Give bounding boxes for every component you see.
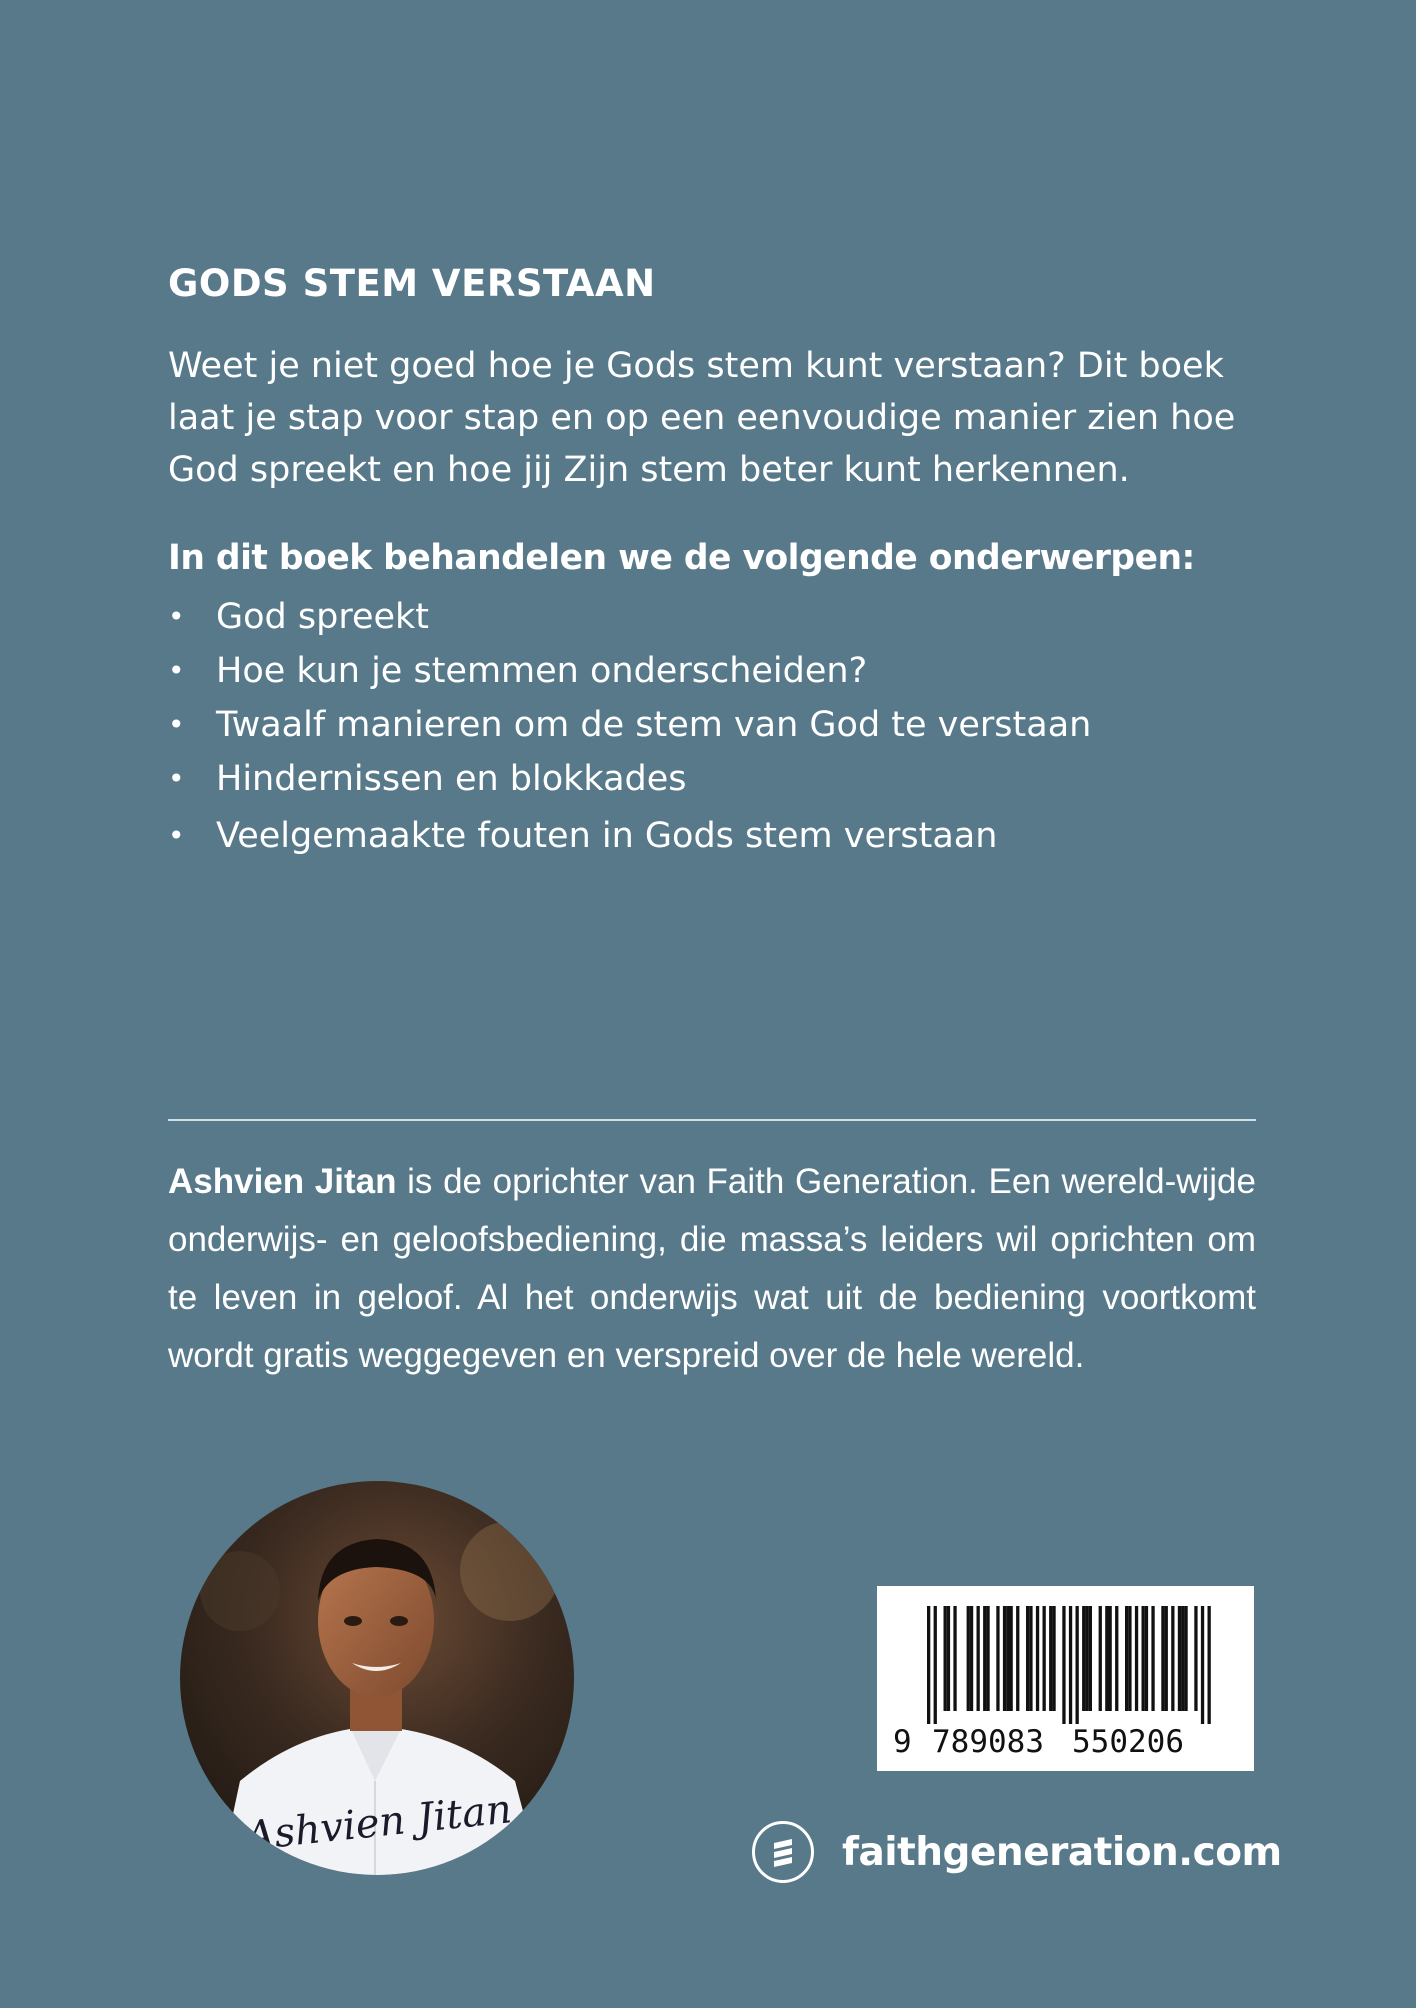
list-item	[168, 644, 1268, 698]
barcode-bar	[1006, 1606, 1009, 1711]
book-title: GODS STEM VERSTAAN	[168, 262, 656, 305]
portrait-illustration	[180, 1481, 574, 1875]
logo-mark-icon	[766, 1835, 800, 1869]
barcode-bar	[1208, 1606, 1211, 1724]
barcode-group-2: 550206	[1072, 1724, 1184, 1760]
topic-text: Hindernissen en blokkades	[216, 759, 687, 799]
barcode-bar	[1076, 1606, 1079, 1724]
list-item	[168, 809, 1268, 863]
topic-text: Twaalf manieren om de stem van God te verstaan	[216, 705, 1092, 745]
barcode-bar	[1099, 1606, 1102, 1711]
barcode-bar	[967, 1606, 970, 1711]
barcode-bar	[1145, 1606, 1148, 1711]
barcode-bar	[1003, 1606, 1006, 1711]
bullet-icon: •	[168, 708, 185, 741]
barcode-bar	[1178, 1606, 1181, 1711]
author-name: Ashvien Jitan	[168, 1162, 397, 1201]
barcode-digits	[877, 1724, 1254, 1764]
barcode-bar	[1085, 1606, 1088, 1711]
barcode-bar	[1105, 1606, 1108, 1711]
barcode-bar	[986, 1606, 989, 1711]
barcode-bar	[1052, 1606, 1055, 1711]
website-url[interactable]: faithgeneration.com	[842, 1829, 1282, 1875]
barcode-bar	[1016, 1606, 1019, 1711]
barcode-bar	[944, 1606, 947, 1711]
barcode-bar	[1062, 1606, 1065, 1724]
barcode-bar	[1201, 1606, 1204, 1724]
barcode-bars	[877, 1586, 1254, 1726]
barcode-bar	[1109, 1606, 1112, 1711]
author-portrait	[180, 1481, 574, 1875]
barcode-bar	[1026, 1606, 1029, 1711]
barcode-bar	[977, 1606, 980, 1711]
isbn-barcode	[877, 1586, 1254, 1771]
barcode-bar	[1125, 1606, 1128, 1711]
barcode-bar	[1069, 1606, 1072, 1724]
barcode-bar	[1089, 1606, 1092, 1711]
topics-list	[168, 590, 1268, 863]
barcode-bar	[1043, 1606, 1046, 1711]
barcode-bar	[1115, 1606, 1118, 1711]
faith-generation-logo-icon	[752, 1821, 814, 1883]
section-divider	[168, 1119, 1256, 1121]
book-intro: Weet je niet goed hoe je Gods stem kunt verstaan? Dit boek laat je stap voor stap en op een eenvoudige manier zien hoe God spreekt en hoe jij Zijn stem beter kunt herkennen.	[168, 346, 1236, 490]
list-item	[168, 752, 1268, 806]
topic-text: Hoe kun je stemmen onderscheiden?	[216, 651, 868, 691]
barcode-bar	[1151, 1606, 1154, 1711]
topic-text: God spreekt	[216, 597, 430, 637]
barcode-bar	[953, 1606, 956, 1711]
barcode-bar	[1036, 1606, 1039, 1711]
barcode-group-1: 789083	[932, 1724, 1044, 1760]
list-item	[168, 698, 1268, 752]
barcode-bar	[1029, 1606, 1032, 1711]
website-link[interactable]	[752, 1820, 1282, 1884]
barcode-lead-digit: 9	[893, 1724, 912, 1760]
barcode-bar	[1165, 1606, 1168, 1711]
barcode-bar	[1128, 1606, 1131, 1711]
barcode-bar	[983, 1606, 986, 1711]
barcode-bar	[1194, 1606, 1197, 1711]
barcode-bar	[1184, 1606, 1187, 1711]
barcode-bar	[1142, 1606, 1145, 1711]
topics-heading: In dit boek behandelen we de volgende onderwerpen:	[168, 538, 1195, 578]
barcode-bar	[970, 1606, 973, 1711]
list-item	[168, 590, 1268, 644]
barcode-bar	[927, 1606, 930, 1724]
barcode-bar	[934, 1606, 937, 1724]
author-signature: Ashvien Jitan	[243, 1786, 514, 1860]
barcode-bar	[947, 1606, 950, 1711]
bullet-icon: •	[168, 654, 185, 687]
author-bio	[168, 1153, 1256, 1385]
bullet-icon: •	[168, 600, 185, 633]
barcode-bar	[1135, 1606, 1138, 1711]
barcode-bar	[1181, 1606, 1184, 1711]
author-bio-text: is de oprichter van Faith Generation. Een wereld-wijde onderwijs- en geloofsbediening, die massa’s leiders wil oprichten om te leven in geloof. Al het onderwijs wat uit de bediening voortkomt wordt gratis weggegeven en verspreid over de hele wereld.	[168, 1162, 1256, 1375]
barcode-bar	[1171, 1606, 1174, 1711]
bullet-icon: •	[168, 819, 185, 852]
barcode-bar	[996, 1606, 999, 1711]
topic-text: Veelgemaakte fouten in Gods stem verstaan	[216, 816, 998, 856]
barcode-bar	[1010, 1606, 1013, 1711]
barcode-bar	[1082, 1606, 1085, 1711]
barcode-bar	[1049, 1606, 1052, 1711]
bullet-icon: •	[168, 762, 185, 795]
barcode-bar	[1161, 1606, 1164, 1711]
